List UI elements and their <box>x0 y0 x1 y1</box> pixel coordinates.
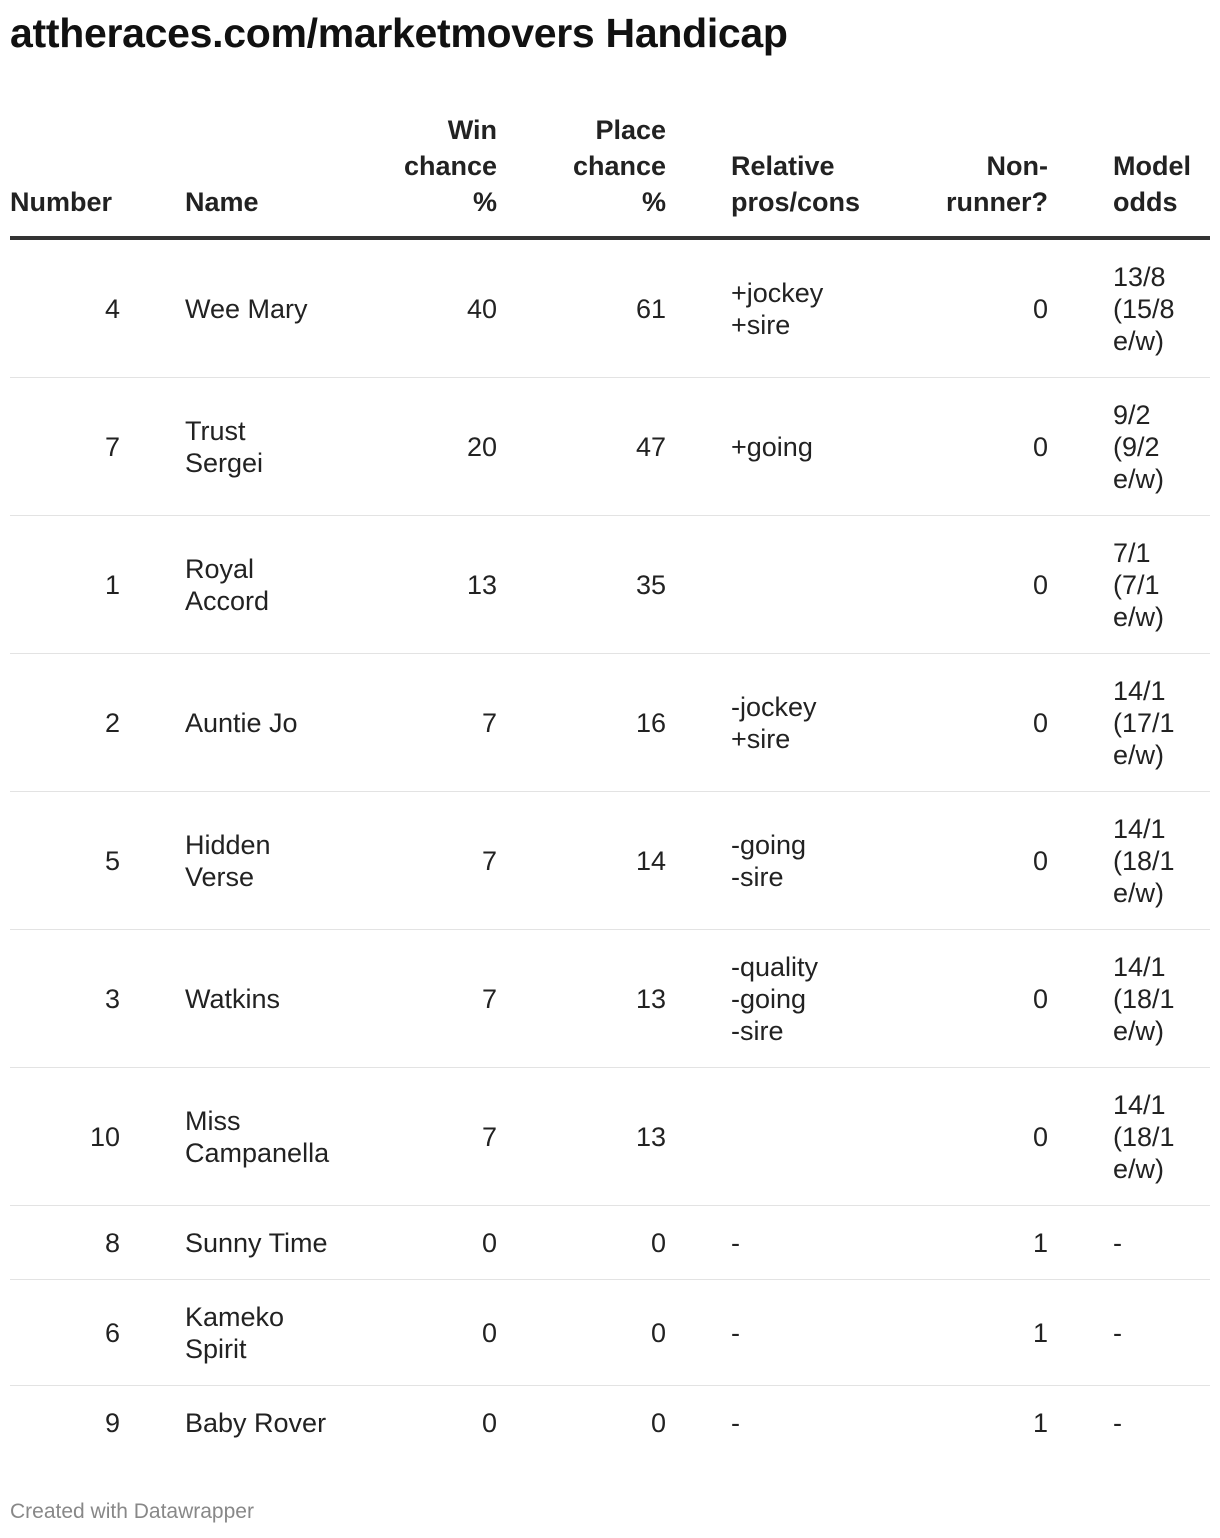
cell-number: 7 <box>10 378 185 516</box>
cell-name: Miss Campanella <box>185 1068 370 1206</box>
table-row <box>10 1386 1210 1460</box>
cell-model-odds: 13/8 (15/8 e/w) <box>1113 238 1210 378</box>
table-row <box>10 792 1210 930</box>
chart-title: attheraces.com/marketmovers Handicap <box>10 10 788 56</box>
cell-name: Royal Accord <box>185 516 370 654</box>
table-row <box>10 516 1210 654</box>
cell-number: 4 <box>10 238 185 378</box>
cell-pros-cons: -going -sire <box>731 792 937 930</box>
table-row <box>10 378 1210 516</box>
cell-non-runner: 0 <box>937 378 1113 516</box>
cell-win-chance: 7 <box>370 930 562 1068</box>
cell-model-odds: 7/1 (7/1 e/w) <box>1113 516 1210 654</box>
runners-table <box>10 112 1210 1459</box>
cell-number: 9 <box>104 1407 120 1438</box>
table-row <box>10 654 1210 792</box>
cell-non-runner: 0 <box>937 516 1113 654</box>
cell-place-chance: 0 <box>650 1407 666 1438</box>
cell-name: Baby Rover <box>185 1407 327 1438</box>
cell-non-runner: 1 <box>1032 1407 1048 1438</box>
table-row <box>10 1068 1210 1206</box>
header-number: Number <box>10 112 185 238</box>
cell-number: 8 <box>10 1206 185 1280</box>
cell-model-odds: 14/1 (17/1 e/w) <box>1113 654 1210 792</box>
cell-win-chance: 0 <box>370 1206 562 1280</box>
cell-win-chance: 7 <box>370 654 562 792</box>
cell-number: 1 <box>10 516 185 654</box>
cell-name: Kameko Spirit <box>185 1280 370 1386</box>
cell-win-chance: 7 <box>370 792 562 930</box>
cell-model-odds: 14/1 (18/1 e/w) <box>1113 1068 1210 1206</box>
cell-win-chance: 13 <box>370 516 562 654</box>
cell-name: Sunny Time <box>185 1206 370 1280</box>
cell-name: Watkins <box>185 930 370 1068</box>
cell-name: Auntie Jo <box>185 654 370 792</box>
cell-place-chance: 16 <box>562 654 731 792</box>
cell-win-chance: 0 <box>370 1280 562 1386</box>
cell-non-runner: 1 <box>937 1280 1113 1386</box>
cell-non-runner: 0 <box>937 654 1113 792</box>
cell-place-chance: 13 <box>562 1068 731 1206</box>
cell-win-chance: 7 <box>370 1068 562 1206</box>
cell-win-chance: 40 <box>370 238 562 378</box>
cell-number: 6 <box>10 1280 185 1386</box>
cell-place-chance: 35 <box>562 516 731 654</box>
header-row <box>10 112 1210 238</box>
header-win-chance: Win chance % <box>370 112 562 238</box>
cell-model-odds: 14/1 (18/1 e/w) <box>1113 930 1210 1068</box>
cell-name: Hidden Verse <box>185 792 370 930</box>
cell-number: 5 <box>10 792 185 930</box>
cell-number: 3 <box>10 930 185 1068</box>
header-non-runner: Non- runner? <box>937 112 1113 238</box>
cell-place-chance: 61 <box>562 238 731 378</box>
header-pros-cons: Relative pros/cons <box>731 112 937 238</box>
table-row <box>10 930 1210 1068</box>
cell-pros-cons: - <box>731 1206 937 1280</box>
table-row <box>10 1206 1210 1280</box>
cell-place-chance: 14 <box>562 792 731 930</box>
cell-pros-cons: +going <box>731 378 937 516</box>
cell-model-odds: - <box>1113 1280 1210 1386</box>
footer-credit: Created with Datawrapper <box>10 1500 254 1523</box>
cell-model-odds: - <box>1113 1407 1122 1438</box>
cell-non-runner: 0 <box>937 930 1113 1068</box>
table-row <box>10 238 1210 378</box>
cell-pros-cons <box>731 1068 937 1206</box>
cell-pros-cons: - <box>731 1407 740 1438</box>
cell-model-odds: 9/2 (9/2 e/w) <box>1113 378 1210 516</box>
cell-model-odds: - <box>1113 1206 1210 1280</box>
cell-pros-cons: -quality -going -sire <box>731 930 937 1068</box>
cell-number: 2 <box>10 654 185 792</box>
cell-win-chance: 0 <box>481 1407 497 1438</box>
cell-model-odds: 14/1 (18/1 e/w) <box>1113 792 1210 930</box>
cell-place-chance: 0 <box>562 1280 731 1386</box>
cell-pros-cons: - <box>731 1280 937 1386</box>
cell-non-runner: 0 <box>937 238 1113 378</box>
cell-name: Wee Mary <box>185 238 370 378</box>
cell-win-chance: 20 <box>370 378 562 516</box>
cell-number: 10 <box>10 1068 185 1206</box>
cell-pros-cons: +jockey +sire <box>731 238 937 378</box>
cell-non-runner: 1 <box>937 1206 1113 1280</box>
cell-pros-cons <box>731 516 937 654</box>
cell-non-runner: 0 <box>937 792 1113 930</box>
cell-place-chance: 0 <box>562 1206 731 1280</box>
cell-place-chance: 47 <box>562 378 731 516</box>
cell-place-chance: 13 <box>562 930 731 1068</box>
cell-name: Trust Sergei <box>185 378 370 516</box>
header-name: Name <box>185 112 370 238</box>
cell-pros-cons: -jockey +sire <box>731 654 937 792</box>
table-row <box>10 1280 1210 1386</box>
cell-non-runner: 0 <box>937 1068 1113 1206</box>
header-place-chance: Place chance % <box>562 112 731 238</box>
header-model-odds: Model odds <box>1113 112 1210 238</box>
